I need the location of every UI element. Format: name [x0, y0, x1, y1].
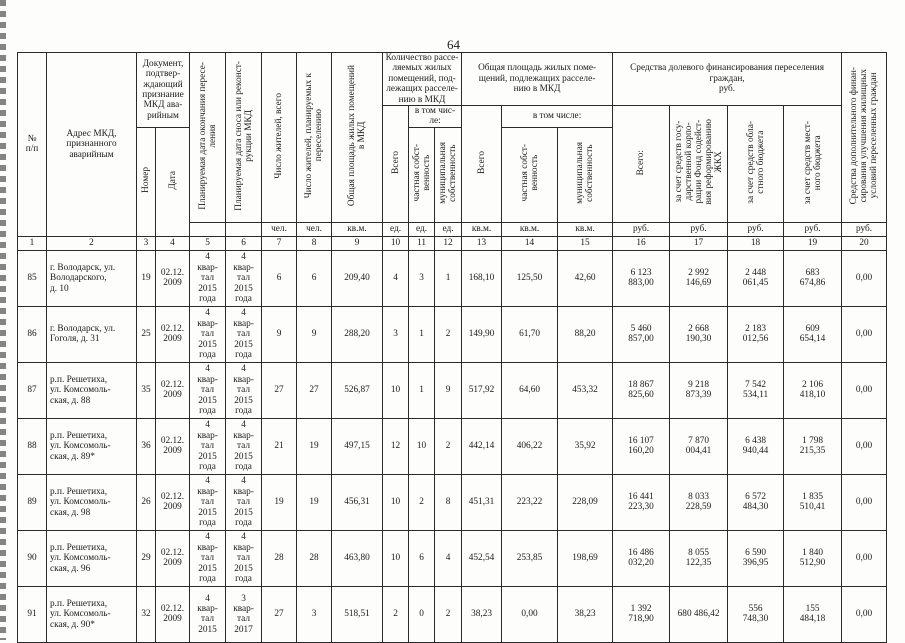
- column-number: 18: [728, 236, 784, 250]
- cell-area: 288,20: [332, 306, 383, 362]
- cell-extra: 0,00: [842, 474, 887, 530]
- cell-f-reg: 556 748,30: [728, 586, 784, 642]
- cell-cnt-p: 1: [409, 306, 435, 362]
- column-number: 10: [383, 236, 409, 250]
- header-count-municipal: муниципальная собственность: [435, 127, 462, 222]
- cell-extra: 0,00: [842, 418, 887, 474]
- cell-res-plan: 9: [297, 306, 332, 362]
- header-count-group: Количество рассе- ляемых жилых помещений, под- лежащих расселе- нию в МКД: [383, 53, 462, 106]
- table-row: [18, 306, 887, 362]
- cell-res: 9: [262, 306, 297, 362]
- cell-demo: 4 квар- тал 2015 года: [226, 362, 262, 418]
- column-number: 5: [190, 236, 226, 250]
- column-number: 13: [462, 236, 502, 250]
- unit-cell: кв.м.: [462, 222, 502, 236]
- cell-ar-p: 61,70: [502, 306, 558, 362]
- unit-cell: руб.: [613, 222, 670, 236]
- cell-extra: 0,00: [842, 362, 887, 418]
- cell-f-all: 1 392 718,90: [613, 586, 670, 642]
- cell-end: 4 квар- тал 2015 года: [190, 474, 226, 530]
- cell-end: 4 квар- тал 2015 года: [190, 362, 226, 418]
- column-number: 12: [435, 236, 462, 250]
- column-number: 2: [47, 236, 137, 250]
- cell-ar-p: 125,50: [502, 250, 558, 306]
- column-number: 16: [613, 236, 670, 250]
- column-number: 3: [137, 236, 156, 250]
- cell-date: 02.12. 2009: [156, 418, 190, 474]
- header-area-private: частная собст- венность: [502, 127, 558, 222]
- header-area-all: Всего: [462, 106, 502, 223]
- column-number: 1: [18, 236, 47, 250]
- table-row: [18, 362, 887, 418]
- cell-ar: 452,54: [462, 530, 502, 586]
- header-area-sub: в том числе:: [502, 106, 613, 128]
- cell-n: 91: [18, 586, 47, 642]
- cell-num: 36: [137, 418, 156, 474]
- header-count-sub: в том чис- ле:: [409, 106, 462, 128]
- header-extra: Средства дополнительного финан- сирования улучшения жилищных условий переселенных граждан: [842, 53, 887, 223]
- cell-extra: 0,00: [842, 530, 887, 586]
- column-number: 8: [297, 236, 332, 250]
- unit-cell: руб.: [842, 222, 887, 236]
- cell-res: 21: [262, 418, 297, 474]
- cell-date: 02.12. 2009: [156, 362, 190, 418]
- header-document: Документ, подтвер- ждающий признание МКД ава- рийным: [137, 53, 190, 128]
- cell-ar: 517,92: [462, 362, 502, 418]
- cell-res-plan: 3: [297, 586, 332, 642]
- cell-cnt: 10: [383, 474, 409, 530]
- cell-f-loc: 155 484,18: [784, 586, 842, 642]
- cell-f-reg: 6 438 940,44: [728, 418, 784, 474]
- table-row: [18, 474, 887, 530]
- unit-cell: ед.: [435, 222, 462, 236]
- unit-cell: кв.м.: [558, 222, 613, 236]
- cell-demo: 4 квар- тал 2015 года: [226, 530, 262, 586]
- cell-cnt-m: 2: [435, 418, 462, 474]
- cell-f-all: 16 441 223,30: [613, 474, 670, 530]
- cell-ar-m: 228,09: [558, 474, 613, 530]
- cell-area: 497,15: [332, 418, 383, 474]
- column-numbers-row: [18, 236, 887, 250]
- cell-cnt-m: 8: [435, 474, 462, 530]
- unit-cell: руб.: [670, 222, 728, 236]
- cell-num: 35: [137, 362, 156, 418]
- cell-cnt-p: 2: [409, 474, 435, 530]
- cell-ar-p: 253,85: [502, 530, 558, 586]
- cell-addr: р.п. Решетиха, ул. Комсомоль- ская, д. 88: [47, 362, 137, 418]
- cell-ar-p: 64,60: [502, 362, 558, 418]
- cell-ar-m: 38,23: [558, 586, 613, 642]
- cell-n: 90: [18, 530, 47, 586]
- header-funds-fund: за счет средств госу- дарственной корпо- рации Фонд содейст- вия реформированию ЖКХ: [670, 106, 728, 223]
- cell-f-loc: 1 798 215,35: [784, 418, 842, 474]
- cell-ar-m: 453,32: [558, 362, 613, 418]
- cell-cnt-p: 1: [409, 362, 435, 418]
- cell-cnt-p: 3: [409, 250, 435, 306]
- cell-cnt: 12: [383, 418, 409, 474]
- cell-f-loc: 609 654,14: [784, 306, 842, 362]
- cell-addr: р.п. Решетиха, ул. Комсомоль- ская, д. 90*: [47, 586, 137, 642]
- unit-cell: кв.м.: [502, 222, 558, 236]
- cell-res: 27: [262, 362, 297, 418]
- cell-area: 456,31: [332, 474, 383, 530]
- cell-res: 27: [262, 586, 297, 642]
- cell-f-fund: 8 055 122,35: [670, 530, 728, 586]
- column-number: 17: [670, 236, 728, 250]
- cell-end: 4 квар- тал 2015: [190, 586, 226, 642]
- cell-f-fund: 7 870 004,41: [670, 418, 728, 474]
- cell-addr: р.п. Решетиха, ул. Комсомоль- ская, д. 98: [47, 474, 137, 530]
- unit-cell: ед.: [383, 222, 409, 236]
- header-address: Адрес МКД, признанного аварийным: [47, 53, 137, 237]
- cell-demo: 4 квар- тал 2015 года: [226, 474, 262, 530]
- cell-extra: 0,00: [842, 306, 887, 362]
- cell-addr: г. Володарск, ул. Гоголя, д. 31: [47, 306, 137, 362]
- unit-cell: ед.: [409, 222, 435, 236]
- cell-ar-p: 223,22: [502, 474, 558, 530]
- cell-demo: 4 квар- тал 2015 года: [226, 306, 262, 362]
- cell-res-plan: 6: [297, 250, 332, 306]
- cell-res: 19: [262, 474, 297, 530]
- cell-cnt: 10: [383, 362, 409, 418]
- header-residents: Число жителей, всего: [262, 53, 297, 223]
- unit-cell: чел.: [262, 222, 297, 236]
- cell-f-fund: 2 992 146,69: [670, 250, 728, 306]
- header-count-all: Всего: [383, 106, 409, 223]
- cell-ar-m: 35,92: [558, 418, 613, 474]
- cell-area: 209,40: [332, 250, 383, 306]
- cell-cnt: 4: [383, 250, 409, 306]
- cell-extra: 0,00: [842, 250, 887, 306]
- cell-ar: 38,23: [462, 586, 502, 642]
- cell-cnt: 10: [383, 530, 409, 586]
- header-residents-plan: Число жителей, планируемых к переселению: [297, 53, 332, 223]
- cell-area: 463,80: [332, 530, 383, 586]
- column-number: 6: [226, 236, 262, 250]
- header-area-total: Общая площадь жилых помещений в МКД: [332, 53, 383, 223]
- header-area-municipal: муниципальная собственность: [558, 127, 613, 222]
- cell-cnt-p: 0: [409, 586, 435, 642]
- cell-f-fund: 9 218 873,39: [670, 362, 728, 418]
- cell-cnt: 3: [383, 306, 409, 362]
- cell-res-plan: 19: [297, 474, 332, 530]
- header-num: № п/п: [18, 53, 47, 237]
- cell-cnt: 2: [383, 586, 409, 642]
- cell-f-all: 16 486 032,20: [613, 530, 670, 586]
- header-funds-local: за счет средств мест- ного бюджета: [784, 106, 842, 223]
- cell-cnt-m: 4: [435, 530, 462, 586]
- header-doc-number: Номер: [137, 127, 156, 236]
- column-number: 14: [502, 236, 558, 250]
- table-row: [18, 418, 887, 474]
- cell-date: 02.12. 2009: [156, 306, 190, 362]
- header-doc-date: Дата: [156, 127, 190, 236]
- cell-f-all: 18 867 825,60: [613, 362, 670, 418]
- header-funds-all: Всего:: [613, 106, 670, 223]
- cell-demo: 4 квар- тал 2015 года: [226, 418, 262, 474]
- cell-ar: 168,10: [462, 250, 502, 306]
- header-funds-group: Средства долевого финансирования переселения граждан, руб.: [613, 53, 842, 106]
- cell-addr: р.п. Решетиха, ул. Комсомоль- ская, д. 89*: [47, 418, 137, 474]
- cell-ar-m: 88,20: [558, 306, 613, 362]
- cell-ar: 149,90: [462, 306, 502, 362]
- cell-f-fund: 680 486,42: [670, 586, 728, 642]
- cell-cnt-m: 2: [435, 306, 462, 362]
- table-row: [18, 586, 887, 642]
- cell-f-fund: 2 668 190,30: [670, 306, 728, 362]
- cell-end: 4 квар- тал 2015 года: [190, 306, 226, 362]
- unit-cell: [226, 222, 262, 236]
- cell-f-loc: 2 106 418,10: [784, 362, 842, 418]
- cell-end: 4 квар- тал 2015 года: [190, 530, 226, 586]
- cell-num: 25: [137, 306, 156, 362]
- cell-f-reg: 6 572 484,30: [728, 474, 784, 530]
- cell-end: 4 квар- тал 2015 года: [190, 250, 226, 306]
- column-number: 4: [156, 236, 190, 250]
- cell-date: 02.12. 2009: [156, 530, 190, 586]
- cell-cnt-p: 6: [409, 530, 435, 586]
- table-row: [18, 250, 887, 306]
- cell-addr: р.п. Решетиха, ул. Комсомоль- ская, д. 96: [47, 530, 137, 586]
- cell-f-all: 6 123 883,00: [613, 250, 670, 306]
- cell-ar-p: 0,00: [502, 586, 558, 642]
- cell-n: 88: [18, 418, 47, 474]
- unit-cell: руб.: [784, 222, 842, 236]
- column-number: 9: [332, 236, 383, 250]
- cell-cnt-m: 1: [435, 250, 462, 306]
- cell-cnt-m: 2: [435, 586, 462, 642]
- cell-res: 6: [262, 250, 297, 306]
- cell-ar: 451,31: [462, 474, 502, 530]
- cell-ar-p: 406,22: [502, 418, 558, 474]
- scan-edge: [0, 0, 6, 640]
- cell-num: 29: [137, 530, 156, 586]
- header-funds-regional: за счет средств обла- стного бюджета: [728, 106, 784, 223]
- cell-res-plan: 27: [297, 362, 332, 418]
- cell-f-all: 5 460 857,00: [613, 306, 670, 362]
- cell-f-loc: 1 835 510,41: [784, 474, 842, 530]
- unit-cell: чел.: [297, 222, 332, 236]
- table-row: [18, 530, 887, 586]
- unit-cell: руб.: [728, 222, 784, 236]
- page-number: 64: [447, 37, 460, 52]
- cell-num: 32: [137, 586, 156, 642]
- cell-area: 518,51: [332, 586, 383, 642]
- cell-cnt-m: 9: [435, 362, 462, 418]
- cell-date: 02.12. 2009: [156, 250, 190, 306]
- cell-addr: г. Володарск, ул. Володарского, д. 10: [47, 250, 137, 306]
- cell-res-plan: 19: [297, 418, 332, 474]
- cell-res-plan: 28: [297, 530, 332, 586]
- column-number: 15: [558, 236, 613, 250]
- column-number: 19: [784, 236, 842, 250]
- cell-cnt-p: 10: [409, 418, 435, 474]
- cell-num: 26: [137, 474, 156, 530]
- cell-area: 526,87: [332, 362, 383, 418]
- cell-f-all: 16 107 160,20: [613, 418, 670, 474]
- header-plan-end: Планируемая дата окончания пересе- ления: [190, 53, 226, 223]
- cell-ar-m: 42,60: [558, 250, 613, 306]
- cell-n: 86: [18, 306, 47, 362]
- table-body: [18, 250, 887, 642]
- header-count-private: частная собст- венность: [409, 127, 435, 222]
- cell-f-reg: 6 590 396,95: [728, 530, 784, 586]
- cell-demo: 3 квар- тал 2017: [226, 586, 262, 642]
- cell-f-reg: 7 542 534,11: [728, 362, 784, 418]
- cell-ar: 442,14: [462, 418, 502, 474]
- cell-ar-m: 198,69: [558, 530, 613, 586]
- cell-f-loc: 683 674,86: [784, 250, 842, 306]
- cell-f-loc: 1 840 512,90: [784, 530, 842, 586]
- column-number: 7: [262, 236, 297, 250]
- column-number: 20: [842, 236, 887, 250]
- cell-f-reg: 2 448 061,45: [728, 250, 784, 306]
- unit-cell: кв.м.: [332, 222, 383, 236]
- header-area-group: Общая площадь жилых поме- щений, подлежащих расселе- нию в МКД: [462, 53, 613, 106]
- resettlement-table: [17, 52, 887, 643]
- cell-date: 02.12. 2009: [156, 586, 190, 642]
- cell-n: 89: [18, 474, 47, 530]
- cell-date: 02.12. 2009: [156, 474, 190, 530]
- cell-demo: 4 квар- тал 2015 года: [226, 250, 262, 306]
- header-plan-demolish: Планируемая дата сноса или реконст- рукции МКД: [226, 53, 262, 223]
- cell-f-reg: 2 183 012,56: [728, 306, 784, 362]
- cell-num: 19: [137, 250, 156, 306]
- cell-res: 28: [262, 530, 297, 586]
- cell-f-fund: 8 033 228,59: [670, 474, 728, 530]
- cell-end: 4 квар- тал 2015 года: [190, 418, 226, 474]
- cell-n: 87: [18, 362, 47, 418]
- unit-cell: [190, 222, 226, 236]
- column-number: 11: [409, 236, 435, 250]
- cell-extra: 0,00: [842, 586, 887, 642]
- cell-n: 85: [18, 250, 47, 306]
